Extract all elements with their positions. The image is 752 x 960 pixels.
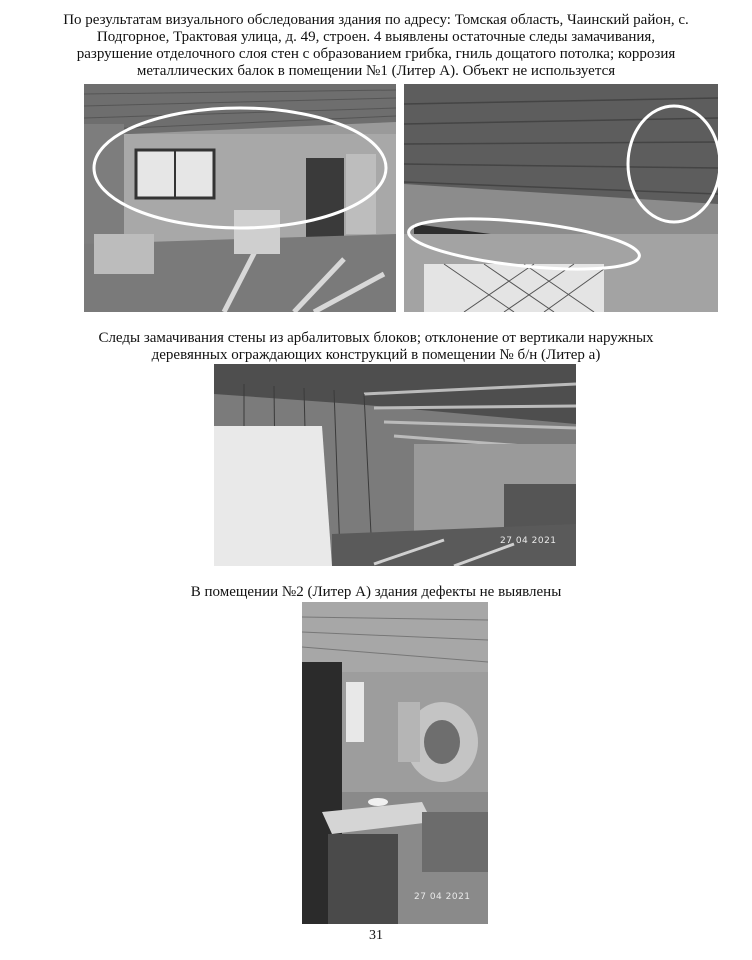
caption-room-1: По результатам визуального обследования здания по адресу: Томская область, Чаинский район, с. Подгорное, Трактовая улица, д. 49, строен. 4 выявлены остаточные следы замачивания, разрушение отделочного слоя стен с образованием грибка, гниль дощатого потолка; коррозия металлических балок в помещении №1 (Литер А). Объект не используется [63,12,689,79]
photo-room-1-walls [84,84,396,312]
photo-room-2-image [302,602,488,924]
page-number: 31 [369,928,383,943]
photo-room-2 [302,602,488,924]
photo-room-1-ceiling-image [404,84,718,312]
photo-room-1-walls-image [84,84,396,312]
photo-room-1-ceiling [404,84,718,312]
photo-date-stamp: 27 04 2021 [414,892,471,902]
photo-date-stamp: 27 04 2021 [500,536,557,546]
caption-room-bn: Следы замачивания стены из арбалитовых блоков; отклонение от вертикали наружных деревянных ограждающих конструкций в помещении № б/н (Литер а) [98,330,654,363]
photo-room-bn [214,364,576,566]
caption-room-2: В помещении №2 (Литер А) здания дефекты не выявлены [190,584,562,600]
